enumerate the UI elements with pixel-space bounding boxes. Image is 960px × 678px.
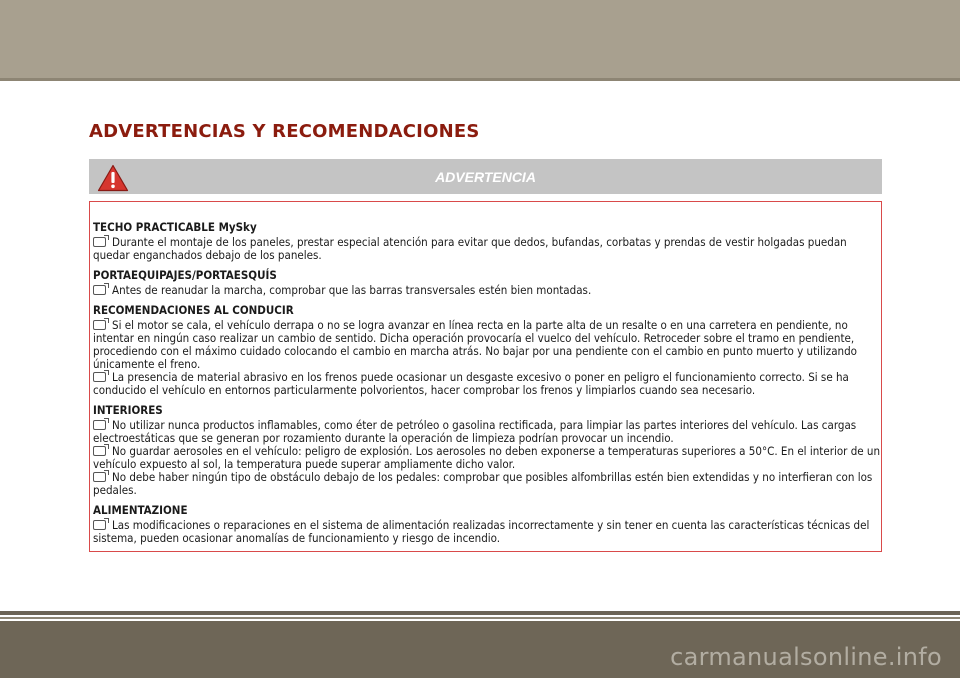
top-divider: [0, 78, 960, 81]
warning-item: [93, 419, 883, 445]
bullet-marker-icon: [93, 285, 106, 295]
section-heading: TECHO PRACTICABLE MySky: [93, 220, 257, 234]
warning-item: [93, 371, 883, 397]
warning-item-text: La presencia de material abrasivo en los frenos puede ocasionar un desgaste excesivo o poner en peligro el funcionamiento correcto. Si se ha conducido el vehículo en entornos particularmente polvorientos, hacer comprobar los frenos y limpiarlos cuando sea necesario.: [93, 370, 849, 397]
warning-item-text: Antes de reanudar la marcha, comprobar que las barras transversales estén bien montadas.: [112, 283, 592, 297]
top-decorative-band: [0, 0, 960, 78]
warning-title: ADVERTENCIA: [435, 169, 536, 185]
warning-item-text: Si el motor se cala, el vehículo derrapa o no se logra avanzar en línea recta en la parte alta de un resalte o en una carretera en pendiente, no intentar en ningún caso realizar un cambio de sentido. Dicha operación provocaría el vuelco del vehículo. Retroceder sobre el tramo en pendiente, procediendo con el máximo cuidado colocando el cambio en marcha atrás. No bajar por una pendiente con el cambio en punto muerto y utilizando únicamente el freno.: [93, 318, 858, 371]
section-heading: ALIMENTAZIONE: [93, 503, 188, 517]
warning-item: [93, 445, 883, 471]
warning-item-text: No debe haber ningún tipo de obstáculo debajo de los pedales: comprobar que posibles alfombrillas estén bien extendidas y no interfieran con los pedales.: [93, 470, 873, 497]
bullet-marker-icon: [93, 237, 106, 247]
warning-box: [89, 201, 882, 552]
bullet-marker-icon: [93, 420, 106, 430]
section-heading: RECOMENDACIONES AL CONDUCIR: [93, 303, 294, 317]
page-title: ADVERTENCIAS Y RECOMENDACIONES: [89, 121, 480, 142]
bottom-divider: [0, 611, 960, 615]
warning-item: [93, 236, 883, 262]
bullet-marker-icon: [93, 520, 106, 530]
warning-content: [93, 221, 883, 545]
watermark: carmanualsonline.info: [670, 643, 942, 671]
warning-item-text: No guardar aerosoles en el vehículo: peligro de explosión. Los aerosoles no deben exponerse a temperaturas superiores a 50°C. En el interior de un vehículo expuesto al sol, la temperatura puede superar ampliamente dicho valor.: [93, 444, 881, 471]
bullet-marker-icon: [93, 446, 106, 456]
warning-item: [93, 471, 883, 497]
section-heading: INTERIORES: [93, 403, 163, 417]
warning-item: [93, 519, 883, 545]
warning-header: [89, 159, 882, 194]
warning-item: [93, 319, 883, 371]
bottom-divider-thin: [0, 617, 960, 619]
warning-item-text: Las modificaciones o reparaciones en el sistema de alimentación realizadas incorrectamente y sin tener en cuenta las características técnicas del sistema, pueden ocasionar anomalías de funcionamiento y riesgo de incendio.: [93, 518, 870, 545]
bullet-marker-icon: [93, 472, 106, 482]
warning-item: [93, 284, 883, 297]
section-heading: PORTAEQUIPAJES/PORTAESQUÍS: [93, 268, 277, 282]
warning-item-text: Durante el montaje de los paneles, prestar especial atención para evitar que dedos, bufandas, corbatas y prendas de vestir holgadas puedan quedar enganchados debajo de los paneles.: [93, 235, 847, 262]
warning-item-text: No utilizar nunca productos inflamables, como éter de petróleo o gasolina rectificada, para limpiar las partes interiores del vehículo. Las cargas electroestáticas que se generan por rozamiento durante la operación de limpieza podrían provocar un incendio.: [93, 418, 857, 445]
bullet-marker-icon: [93, 372, 106, 382]
bullet-marker-icon: [93, 320, 106, 330]
